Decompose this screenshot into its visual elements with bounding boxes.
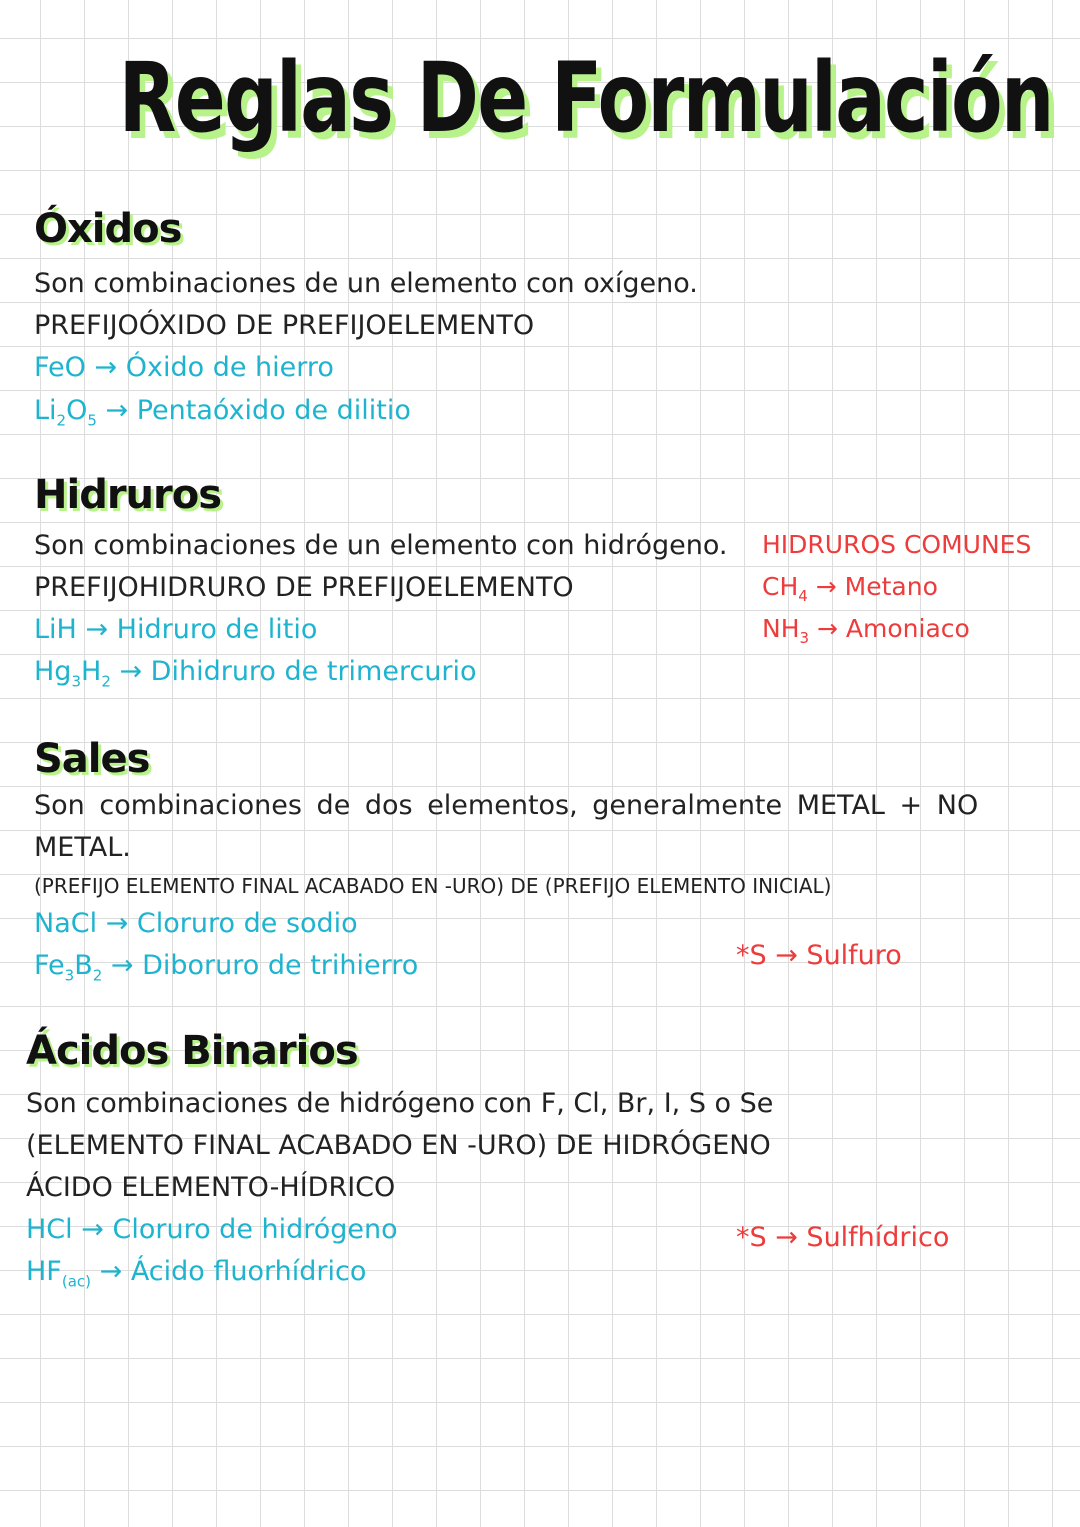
compound-name: Diboruro de trihierro [142, 950, 419, 981]
hidruros-common-item-2 [762, 614, 970, 647]
heading-hidruros: Hidruros [34, 472, 222, 518]
arrow: → [815, 572, 837, 601]
formula: $CH_4$ [762, 572, 808, 605]
hidruros-common-title: HIDRUROS COMUNES [762, 530, 1032, 559]
arrow: → [99, 1256, 123, 1287]
hidruros-example-1 [34, 614, 317, 645]
formula: FeO [34, 352, 86, 383]
formula: LiH [34, 614, 77, 645]
sales-note: *S → Sulfuro [736, 940, 902, 971]
acidos-rule-1: (ELEMENTO FINAL ACABADO EN -URO) DE HIDRÓGENO [26, 1130, 771, 1161]
acidos-example-2 [26, 1256, 366, 1290]
formula: $NH_3$ [762, 614, 810, 647]
hidruros-common-item-1 [762, 572, 938, 605]
heading-oxidos: Óxidos [34, 206, 182, 252]
compound-name: Ácido fluorhídrico [130, 1256, 367, 1287]
hidruros-definition: Son combinaciones de un elemento con hidrógeno. [34, 530, 728, 561]
heading-sales: Sales [34, 736, 150, 782]
formula: $HF_{(ac)}$ [26, 1256, 91, 1291]
formula: HCl [26, 1214, 73, 1245]
sales-definition-line2: METAL. [34, 832, 131, 863]
formula: $Fe_3B_2$ [34, 950, 103, 985]
sales-example-2 [34, 950, 418, 984]
arrow: → [110, 950, 134, 981]
compound-name: Amoniaco [845, 614, 970, 643]
sales-definition-line1: Son combinaciones de dos elementos, generalmente METAL + NO [34, 790, 979, 821]
compound-name: Hidruro de litio [116, 614, 318, 645]
oxidos-definition: Son combinaciones de un elemento con oxígeno. [34, 268, 698, 299]
compound-name: Metano [844, 572, 938, 601]
hidruros-rule: PREFIJOHIDRURO DE PREFIJOELEMENTO [34, 572, 574, 603]
arrow: → [105, 908, 129, 939]
compound-name: Pentaóxido de dilitio [136, 395, 411, 426]
acidos-note: *S → Sulfhídrico [736, 1222, 950, 1253]
arrow: → [119, 656, 143, 687]
formula: $Hg_3H_2$ [34, 656, 111, 691]
oxidos-example-2 [34, 395, 411, 429]
formula: $Li_2O_5$ [34, 395, 97, 430]
sales-rule: (PREFIJO ELEMENTO FINAL ACABADO EN -URO) DE (PREFIJO ELEMENTO INICIAL) [34, 874, 832, 898]
arrow: → [94, 352, 118, 383]
compound-name: Dihidruro de trimercurio [150, 656, 477, 687]
acidos-definition: Son combinaciones de hidrógeno con F, Cl, Br, I, S o Se [26, 1088, 774, 1119]
oxidos-rule: PREFIJOÓXIDO DE PREFIJOELEMENTO [34, 310, 535, 341]
arrow: → [81, 1214, 104, 1245]
formula: NaCl [34, 908, 98, 939]
hidruros-example-2 [34, 656, 477, 690]
page-title: Reglas De Formulación [118, 42, 1053, 154]
oxidos-example-1 [34, 352, 334, 383]
sales-example-1 [34, 908, 358, 939]
compound-name: Óxido de hierro [125, 352, 334, 383]
acidos-rule-2: ÁCIDO ELEMENTO-HÍDRICO [26, 1172, 396, 1203]
arrow: → [105, 395, 129, 426]
compound-name: Cloruro de hidrógeno [112, 1214, 398, 1245]
compound-name: Cloruro de sodio [136, 908, 358, 939]
arrow: → [817, 614, 838, 643]
arrow: → [85, 614, 109, 645]
acidos-example-1 [26, 1214, 398, 1245]
heading-acidos-binarios: Ácidos Binarios [26, 1028, 358, 1074]
